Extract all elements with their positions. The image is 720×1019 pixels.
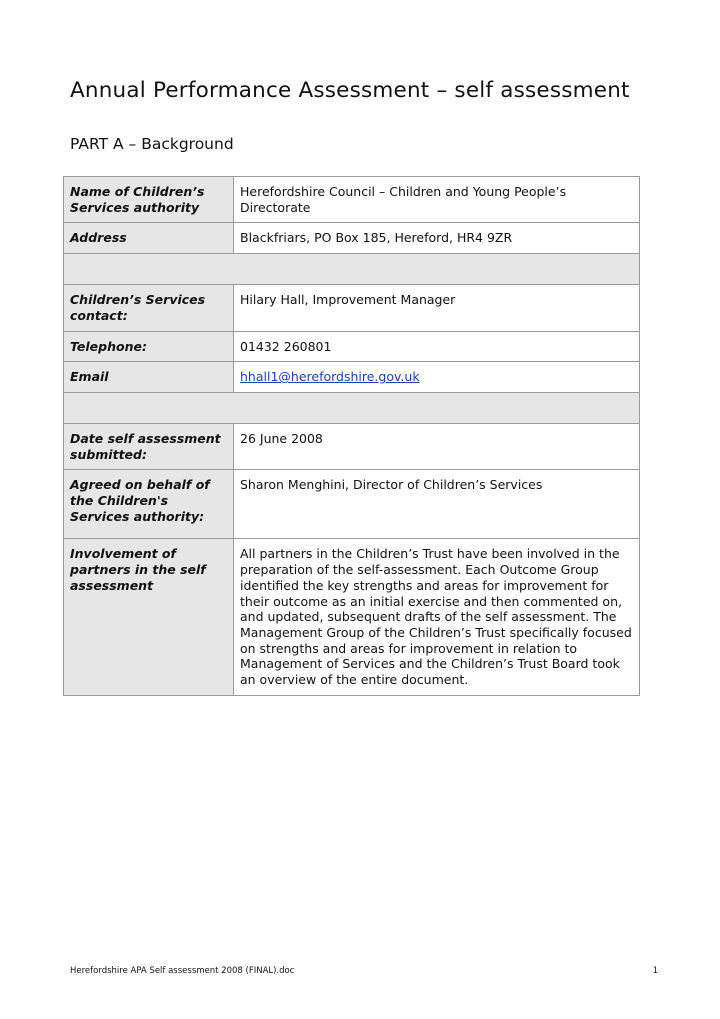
spacer-cell [64,254,640,285]
row-value: All partners in the Children’s Trust have been involved in the preparation of the self-assessment. Each Outcome Group identified the key strengths and areas for improvement for their outcome as an initial exercise and then commented on, and updated, subsequent drafts of the self assessment. The Management Group of the Children’s Trust specifically focused on strengths and areas for improvement in relation to Management of Services and the Children’s Trust Board took an overview of the entire document. [234,539,640,695]
row-label: Email [64,362,234,393]
table-spacer-row [64,392,640,423]
email-link[interactable]: hhall1@herefordshire.gov.uk [240,369,420,385]
document-title: Annual Performance Assessment – self assessment [70,78,630,103]
footer-page-number: 1 [652,966,658,976]
row-value: Hilary Hall, Improvement Manager [234,285,640,331]
table-spacer-row [64,254,640,285]
row-label: Children’s Services contact: [64,285,234,331]
row-value: Sharon Menghini, Director of Children’s Services [234,470,640,539]
row-value: Herefordshire Council – Children and Young People’s Directorate [234,177,640,223]
row-label: Involvement of partners in the self assessment [64,539,234,695]
table-row [64,285,640,331]
table-row [64,331,640,362]
row-label: Date self assessment submitted: [64,423,234,469]
row-label: Agreed on behalf of the Children's Services authority: [64,470,234,539]
row-value: 26 June 2008 [234,423,640,469]
row-label: Address [64,223,234,254]
row-label: Name of Children’s Services authority [64,177,234,223]
row-value: Blackfriars, PO Box 185, Hereford, HR4 9ZR [234,223,640,254]
row-label: Telephone: [64,331,234,362]
footer-filename: Herefordshire APA Self assessment 2008 (FINAL).doc [70,966,295,976]
table-row [64,223,640,254]
row-value [234,362,640,393]
spacer-cell [64,392,640,423]
table-row [64,470,640,539]
table-row [64,362,640,393]
section-heading: PART A – Background [70,135,234,153]
table-row [64,177,640,223]
table-row [64,539,640,695]
row-value: 01432 260801 [234,331,640,362]
background-table [63,176,640,696]
table-row [64,423,640,469]
